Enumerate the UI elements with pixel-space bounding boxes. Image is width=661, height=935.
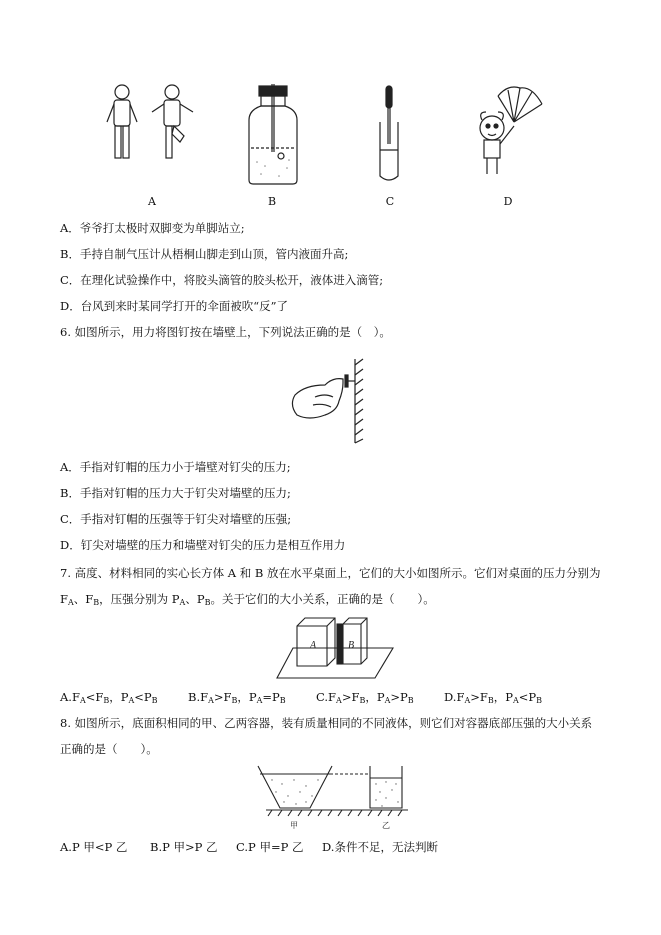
q6-figure-thumbtack-wall bbox=[285, 355, 380, 447]
q6-stem: 6. 如图所示，用力将图钉按在墙壁上，下列说法正确的是（ ）。 bbox=[60, 325, 391, 339]
q6-option-d: D．钉尖对墙壁的压力和墙壁对钉尖的压力是相互作用力 bbox=[60, 538, 346, 552]
q7-option-a: $A.F_A<F_B$，$P_A<P_B$ bbox=[60, 690, 158, 705]
q8-stem-line1: 8. 如图所示，底面积相同的甲、乙两容器，装有质量相同的不同液体，则它们对容器底部压强的大小关系 bbox=[60, 716, 593, 730]
q7-option-c: $C.F_A>F_B$，$P_A>P_B$ bbox=[316, 690, 414, 705]
figure-c-dropper-tube bbox=[374, 84, 404, 184]
figure-b-barometer-bottle bbox=[243, 82, 303, 187]
q6-option-b: B．手指对钉帽的压力大于钉尖对墙壁的压力; bbox=[60, 486, 291, 500]
q7-stem-line2: $F_A$、$F_B$，压强分别为 $P_A$、$P_B$。关于它们的大小关系，正确的是（ ）。 bbox=[60, 592, 435, 607]
q8-figure-label-jia: 甲 bbox=[290, 821, 298, 830]
q6-option-a: A．手指对钉帽的压力小于墙壁对钉尖的压力; bbox=[60, 460, 291, 474]
q5-option-b: B．手持自制气压计从梧桐山脚走到山顶，管内液面升高; bbox=[60, 247, 349, 261]
q7-figure-label-a: A bbox=[310, 640, 317, 651]
q5-option-d: D．台风到来时某同学打开的伞面被吹“反”了 bbox=[60, 299, 288, 313]
q7-figure-blocks-on-table bbox=[275, 612, 395, 682]
q8-option-b: B.P 甲>P 乙 bbox=[150, 840, 218, 854]
q8-stem-line2: 正确的是（ ）。 bbox=[60, 742, 158, 756]
figure-d-umbrella-girl bbox=[470, 82, 550, 182]
figure-label-c: C bbox=[385, 195, 395, 208]
q8-figure-two-containers bbox=[252, 762, 412, 832]
q5-option-a: A．爷爷打太极时双脚变为单脚站立; bbox=[60, 221, 245, 235]
q8-option-c: C.P 甲=P 乙 bbox=[236, 840, 304, 854]
q7-figure-label-b: B bbox=[348, 640, 355, 651]
figure-a-taichi-grandpa bbox=[100, 80, 200, 165]
q7-stem-line1: 7. 高度、材料相同的实心长方体 A 和 B 放在水平桌面上，它们的大小如图所示。它们对桌面的压力分别为 bbox=[60, 566, 601, 580]
q8-figure-label-yi: 乙 bbox=[382, 821, 390, 830]
q8-option-d: D.条件不足，无法判断 bbox=[322, 840, 438, 854]
q7-option-d: $D.F_A>F_B$，$P_A<P_B$ bbox=[444, 690, 543, 705]
q8-option-a: A.P 甲<P 乙 bbox=[60, 840, 128, 854]
figure-label-b: B bbox=[267, 195, 277, 208]
q6-option-c: C．手指对钉帽的压强等于钉尖对墙壁的压强; bbox=[60, 512, 292, 526]
figure-label-a: A bbox=[148, 195, 156, 208]
q5-option-c: C．在理化试验操作中，将胶头滴管的胶头松开，液体进入滴管; bbox=[60, 273, 384, 287]
figure-label-d: D bbox=[503, 195, 513, 208]
q7-option-b: $B.F_A>F_B$，$P_A=P_B$ bbox=[188, 690, 286, 705]
